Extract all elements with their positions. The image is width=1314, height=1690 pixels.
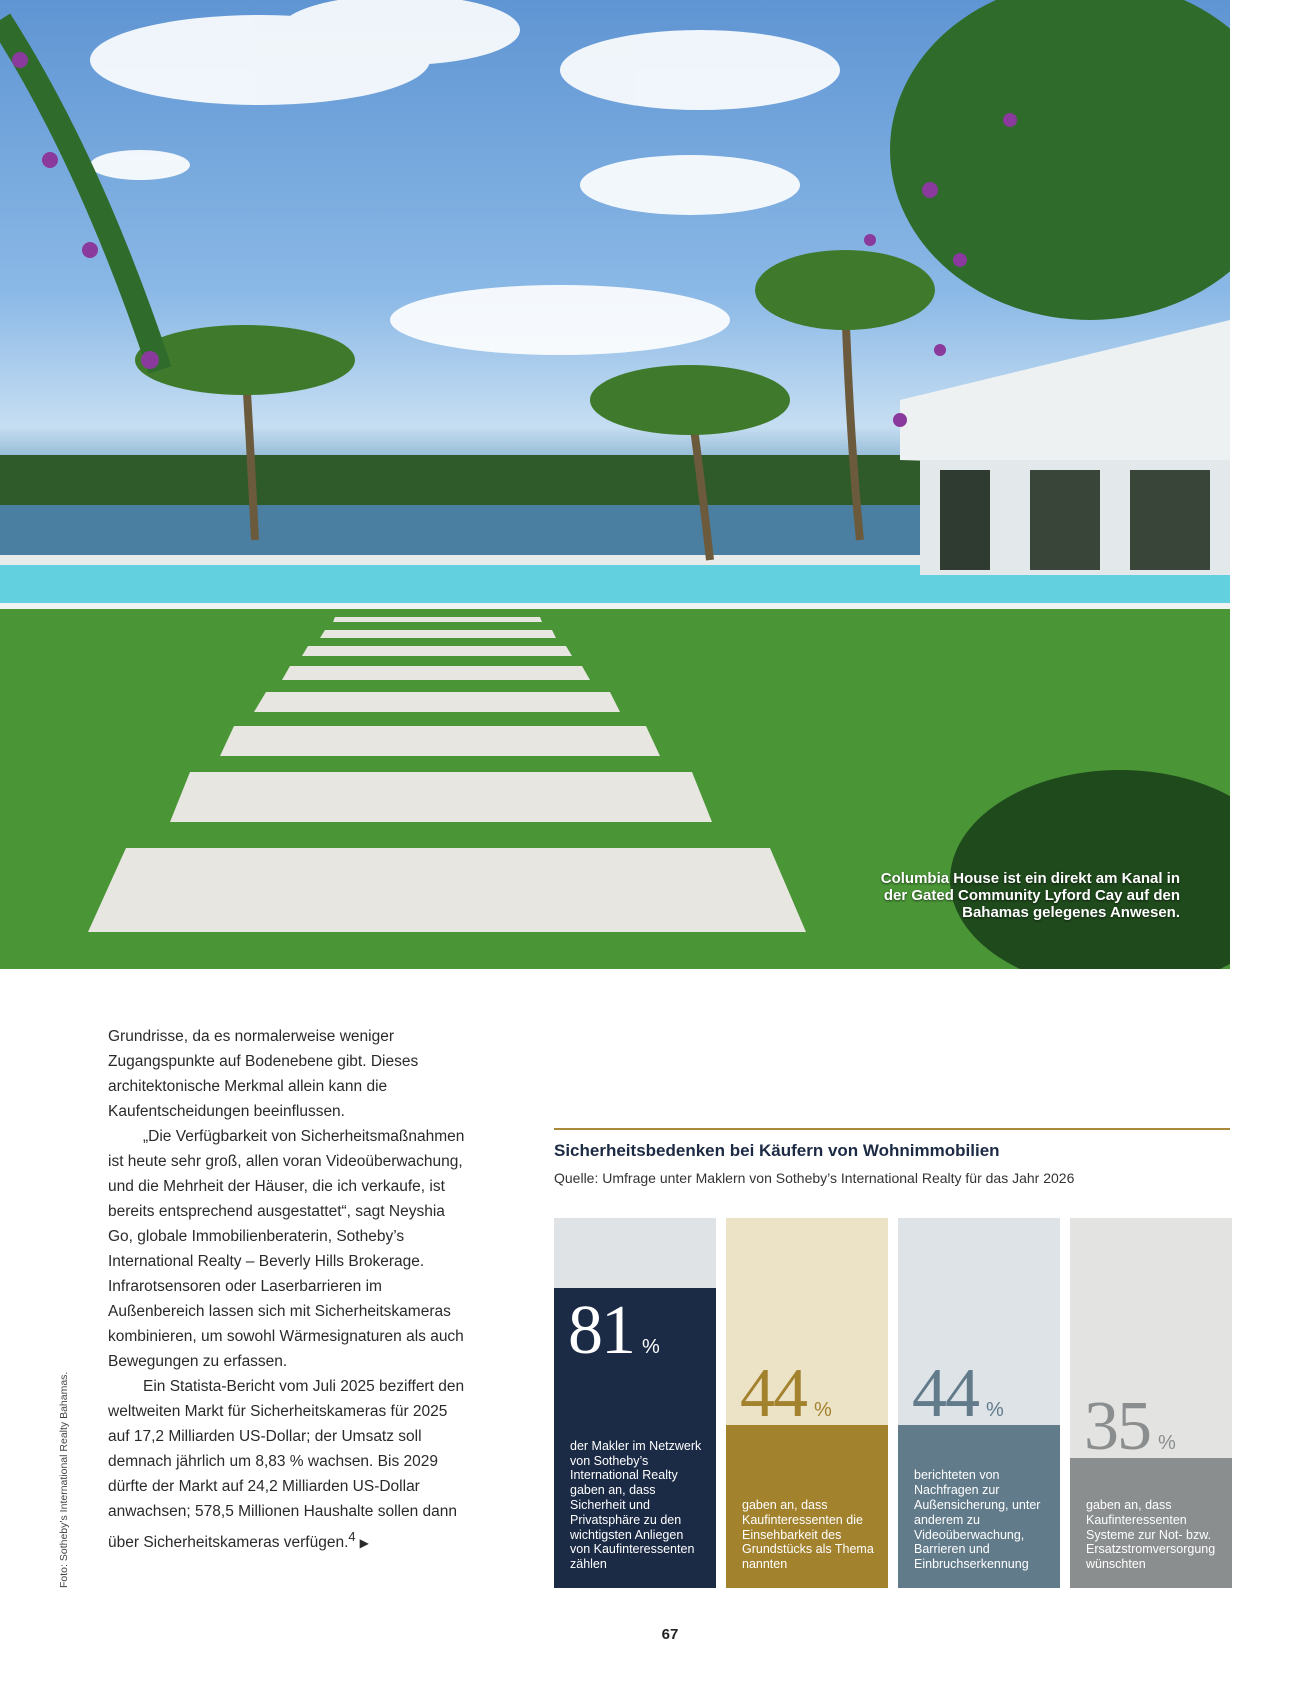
bar-value-number: 44 [740, 1355, 806, 1432]
bar-value-number: 35 [1084, 1388, 1150, 1465]
bar-value-label [740, 1355, 832, 1445]
percent-sign: % [642, 1336, 660, 1358]
article-body [108, 1024, 468, 1556]
bar-chart [554, 1218, 1230, 1588]
bar-value-label [912, 1355, 1004, 1445]
footnote-ref: 4 [348, 1529, 356, 1544]
bar-description: gaben an, dass Kaufinteressenten Systeme zur Not- bzw. Ersatzstromversorgung wünschten [1086, 1498, 1216, 1572]
bar-column-1 [554, 1218, 716, 1588]
bar-value-label [1084, 1388, 1176, 1478]
bar-value-number: 81 [568, 1292, 634, 1369]
bar-value-number: 44 [912, 1355, 978, 1432]
end-marker-icon: ▶ [359, 1536, 369, 1551]
infographic [554, 1128, 1230, 1572]
infographic-source: Quelle: Umfrage unter Maklern von Sotheby’s International Realty für das Jahr 2026 [554, 1170, 1075, 1186]
percent-sign: % [814, 1399, 832, 1421]
article-paragraph-text: Ein Statista-Bericht vom Juli 2025 beziffert den weltweiten Markt für Sicherheitskameras für 2025 auf 17,2 Milliarden US-Dollar; der Umsatz soll demnach jährlich um 8,83 % wachsen. Bis 2029 dürfte der Markt auf 24,2 Milliarden US-Dollar anwachsen; 578,5 Millionen Haushalte sollen dann über Sicherheitskameras verfügen. [108, 1378, 465, 1552]
photo-caption: Columbia House ist ein direkt am Kanal in der Gated Community Lyford Cay auf den Bahamas gelegenes Anwesen. [880, 870, 1180, 921]
photo-credit: Foto: Sotheby’s International Realty Bahamas. [58, 1371, 70, 1588]
percent-sign: % [1158, 1432, 1176, 1454]
article-paragraph-last [108, 1374, 468, 1556]
bar-column-4 [1070, 1218, 1232, 1588]
article-paragraph: Grundrisse, da es normalerweise weniger Zugangspunkte auf Bodenebene gibt. Dieses architektonische Merkmal allein kann die Kaufentscheidungen beeinflussen. [108, 1028, 419, 1120]
page-number: 67 [661, 1626, 679, 1643]
percent-sign: % [986, 1399, 1004, 1421]
infographic-title: Sicherheitsbedenken bei Käufern von Wohnimmobilien [554, 1141, 1000, 1160]
bar-value-label [568, 1292, 660, 1382]
bar-description: der Makler im Netzwerk von Sotheby’s International Realty gaben an, dass Sicherheit und Privatsphäre zu den wichtigsten Anliegen von Kaufinteressenten zählen [570, 1438, 702, 1572]
bar-description: gaben an, dass Kaufinteressenten die Einsehbarkeit des Grundstücks als Thema nannten [742, 1498, 874, 1572]
bar-description: berichteten von Nachfragen zur Außensicherung, unter anderem zu Videoüberwachung, Barrieren und Einbruchserkennung [914, 1468, 1041, 1572]
bar-column-2 [726, 1218, 888, 1588]
infographic-rule [554, 1128, 1230, 1130]
article-paragraph: „Die Verfügbarkeit von Sicherheitsmaßnahmen ist heute sehr groß, allen voran Videoüberwachung, und die Mehrheit der Häuser, die ich verkaufe, ist bereits entsprechend ausgestattet“, sagt Neyshia Go, globale Immobilienberaterin, Sotheby’s International Realty – Beverly Hills Brokerage. Infrarotsensoren oder Laserbarrieren im Außenbereich lassen sich mit Sicherheitskameras kombinieren, um sowohl Wärmesignaturen als auch Bewegungen zu erfassen. [108, 1128, 465, 1370]
bar-column-3 [898, 1218, 1060, 1588]
